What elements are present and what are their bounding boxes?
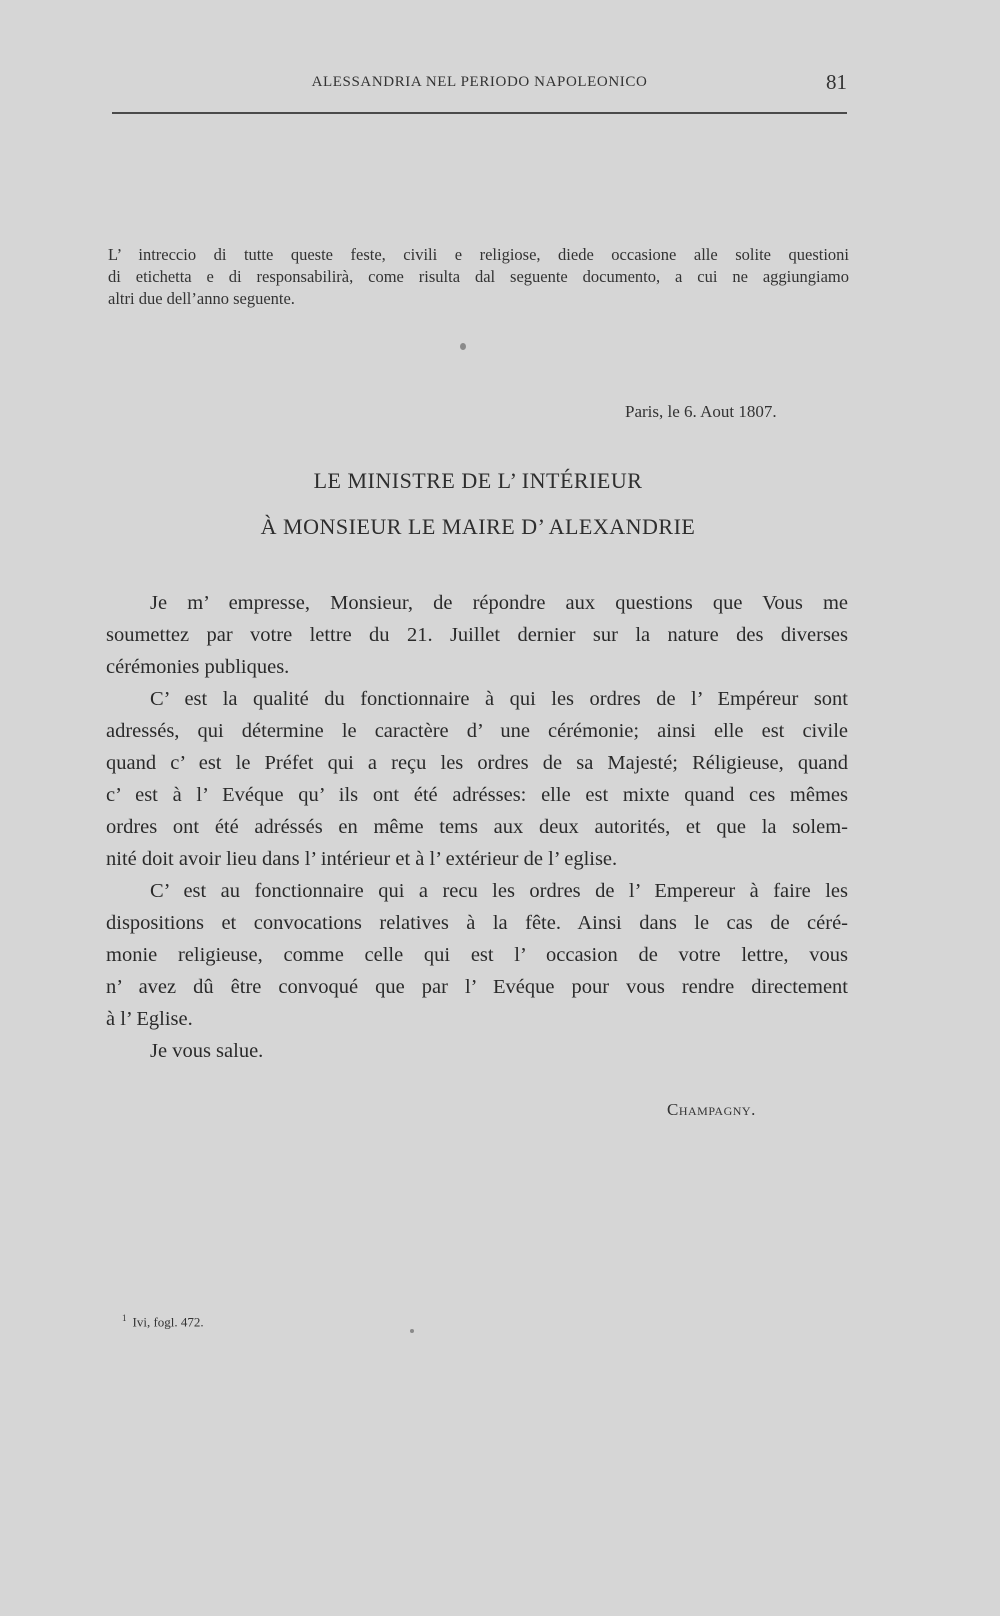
page-number: 81 (826, 70, 847, 94)
header-rule (112, 112, 847, 114)
letter-line: Je m’ empresse, Monsieur, de répondre aux questions que Vous me (150, 592, 848, 614)
letter-line: à l’ Eglise. (106, 1008, 193, 1030)
footnote (122, 1313, 204, 1330)
letter-closing: Je vous salue. (150, 1040, 264, 1062)
letter-line: C’ est au fonctionnaire qui a recu les ordres de l’ Empereur à faire les (150, 880, 848, 902)
letter-signature: Champagny. (667, 1100, 756, 1119)
letter-dateline: Paris, le 6. Aout 1807. (625, 402, 777, 421)
letter-line: ordres ont été adréssés en même tems aux deux autorités, et que la solem- (106, 816, 848, 838)
letter-heading-sender: LE MINISTRE DE L’ INTÉRIEUR (313, 468, 643, 493)
letter-line: quand c’ est le Préfet qui a reçu les ordres de sa Majesté; Réligieuse, quand (106, 752, 848, 774)
intro-paragraph (108, 244, 849, 310)
letter-line: c’ est à l’ Evéque qu’ ils ont été adrésses: elle est mixte quand ces mêmes (106, 784, 848, 806)
footnote-text: Ivi, fogl. 472. (132, 1314, 204, 1330)
letter-body (106, 587, 848, 1067)
running-title: ALESSANDRIA NEL PERIODO NAPOLEONICO (311, 74, 648, 90)
letter-line: cérémonies publiques. (106, 656, 290, 678)
intro-line: di etichetta e di responsabilirà, come risulta dal seguente documento, a cui ne aggiungiamo (108, 267, 849, 286)
intro-line: altri due dell’anno seguente. (108, 289, 295, 308)
letter-line: n’ avez dû être convoqué que par l’ Evéque pour vous rendre directement (106, 976, 848, 998)
letter-line: dispositions et convocations relatives à la fête. Ainsi dans le cas de céré- (106, 912, 848, 934)
letter-heading-recipient: À MONSIEUR LE MAIRE D’ ALEXANDRIE (260, 514, 696, 539)
letter-line: nité doit avoir lieu dans l’ intérieur et à l’ extérieur de l’ eglise. (106, 848, 618, 870)
paper-speck (410, 1329, 414, 1333)
letter-line: adressés, qui détermine le caractère d’ une cérémonie; ainsi elle est civile (106, 720, 848, 742)
letter-line: monie religieuse, comme celle qui est l’ occasion de votre lettre, vous (106, 944, 848, 966)
paper-speck (460, 343, 466, 350)
running-head (112, 70, 847, 100)
footnote-marker: 1 (122, 1313, 127, 1323)
letter-line: C’ est la qualité du fonctionnaire à qui les ordres de l’ Empéreur sont (150, 688, 848, 710)
intro-line: L’ intreccio di tutte queste feste, civili e religiose, diede occasione alle solite questioni (108, 245, 849, 264)
letter-line: soumettez par votre lettre du 21. Juillet dernier sur la nature des diverses (106, 624, 848, 646)
